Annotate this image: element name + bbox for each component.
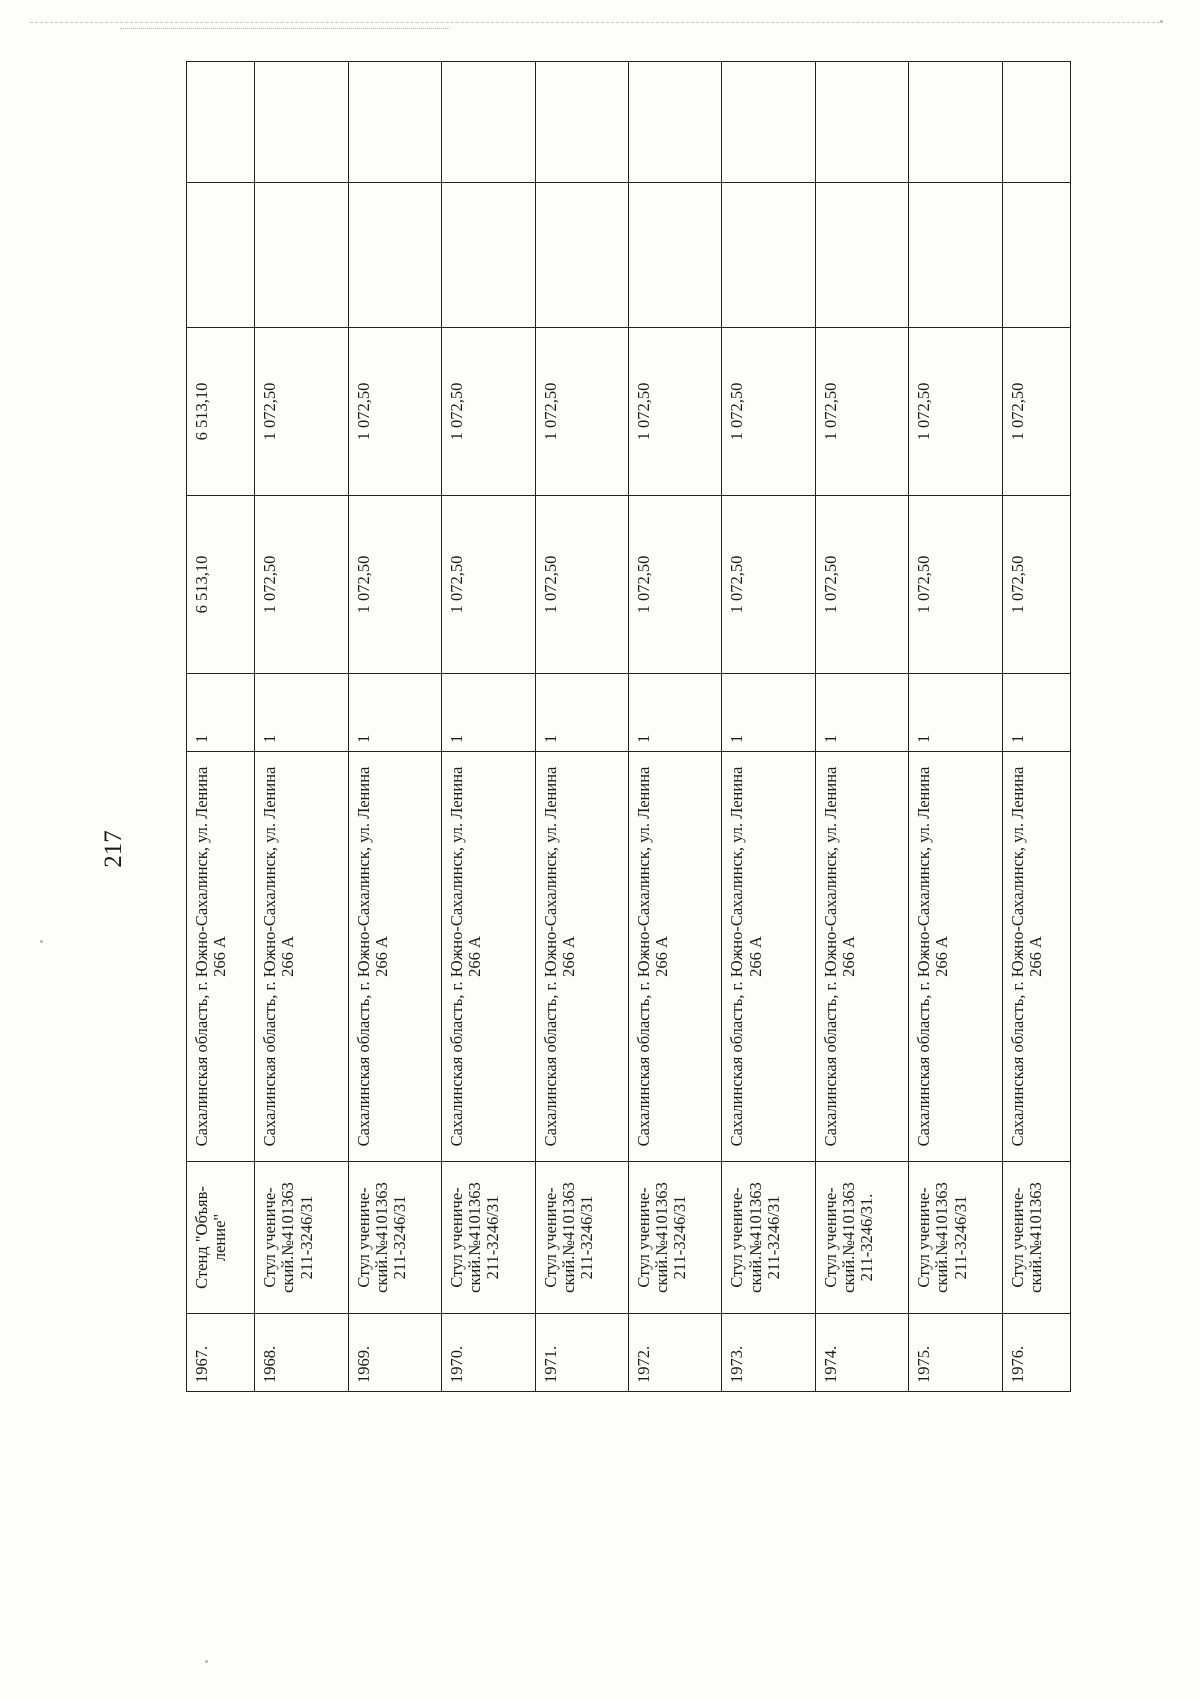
empty-cell xyxy=(1002,183,1070,328)
empty-cell xyxy=(722,62,815,183)
cost-cell: 1 072,50 xyxy=(815,496,908,674)
inventory-table xyxy=(186,61,1071,1392)
address-cell: Сахалинская область, г. Южно-Сахалинск, ул. Ленина 266 А xyxy=(815,752,908,1162)
quantity-cell: 1 xyxy=(722,674,815,752)
cost-cell: 1 072,50 xyxy=(348,496,441,674)
scan-speck xyxy=(40,940,43,943)
row-number-cell: 1967. xyxy=(187,1314,255,1392)
quantity-cell: 1 xyxy=(442,674,535,752)
row-number-cell: 1969. xyxy=(348,1314,441,1392)
table-row xyxy=(187,62,255,1392)
row-number-cell: 1974. xyxy=(815,1314,908,1392)
empty-cell xyxy=(909,183,1002,328)
empty-cell xyxy=(1002,62,1070,183)
book-value-cell: 1 072,50 xyxy=(348,328,441,496)
item-name-cell: Стул учениче-ский.№4101363 211-3246/31 xyxy=(909,1162,1002,1314)
empty-cell xyxy=(442,62,535,183)
empty-cell xyxy=(909,62,1002,183)
book-value-cell: 1 072,50 xyxy=(815,328,908,496)
book-value-cell: 1 072,50 xyxy=(909,328,1002,496)
cost-cell: 1 072,50 xyxy=(535,496,628,674)
table-row xyxy=(255,62,348,1392)
table-row xyxy=(628,62,721,1392)
row-number-cell: 1971. xyxy=(535,1314,628,1392)
table-row xyxy=(1002,62,1070,1392)
book-value-cell: 1 072,50 xyxy=(442,328,535,496)
empty-cell xyxy=(255,62,348,183)
address-cell: Сахалинская область, г. Южно-Сахалинск, ул. Ленина 266 А xyxy=(722,752,815,1162)
address-cell: Сахалинская область, г. Южно-Сахалинск, ул. Ленина 266 А xyxy=(909,752,1002,1162)
empty-cell xyxy=(535,62,628,183)
empty-cell xyxy=(628,62,721,183)
book-value-cell: 1 072,50 xyxy=(722,328,815,496)
row-number-cell: 1968. xyxy=(255,1314,348,1392)
empty-cell xyxy=(442,183,535,328)
empty-cell xyxy=(348,183,441,328)
table-row xyxy=(348,62,441,1392)
item-name-cell: Стул учениче-ский.№4101363 211-3246/31 xyxy=(535,1162,628,1314)
row-number-cell: 1970. xyxy=(442,1314,535,1392)
empty-cell xyxy=(628,183,721,328)
empty-cell xyxy=(348,62,441,183)
item-name-cell: Стул учениче-ский.№4101363 xyxy=(1002,1162,1070,1314)
table-row xyxy=(442,62,535,1392)
table-row xyxy=(535,62,628,1392)
table-row xyxy=(722,62,815,1392)
quantity-cell: 1 xyxy=(348,674,441,752)
address-cell: Сахалинская область, г. Южно-Сахалинск, ул. Ленина 266 А xyxy=(628,752,721,1162)
empty-cell xyxy=(722,183,815,328)
item-name-cell: Стул учениче-ский.№4101363 211-3246/31 xyxy=(442,1162,535,1314)
scan-artifact-line xyxy=(120,28,450,29)
empty-cell xyxy=(255,183,348,328)
address-cell: Сахалинская область, г. Южно-Сахалинск, ул. Ленина 266 А xyxy=(442,752,535,1162)
item-name-cell: Стенд "Объяв-ление" xyxy=(187,1162,255,1314)
table-row xyxy=(815,62,908,1392)
item-name-cell: Стул учениче-ский.№4101363 211-3246/31. xyxy=(815,1162,908,1314)
address-cell: Сахалинская область, г. Южно-Сахалинск, ул. Ленина 266 А xyxy=(187,752,255,1162)
empty-cell xyxy=(815,62,908,183)
row-number-cell: 1972. xyxy=(628,1314,721,1392)
book-value-cell: 1 072,50 xyxy=(255,328,348,496)
item-name-cell: Стул учениче-ский.№4101363 211-3246/31 xyxy=(255,1162,348,1314)
scan-artifact-line xyxy=(30,22,1160,23)
book-value-cell: 1 072,50 xyxy=(535,328,628,496)
item-name-cell: Стул учениче-ский.№4101363 211-3246/31 xyxy=(628,1162,721,1314)
scanned-page: 217 1967. Стенд "Объяв-ление" Сахалинская область, г. Южно-Сахалинск, ул. Ленина 266 А 1 6 513,10 6 513,10 1968. Стул учениче-ский.№4101363 211-3246/31 Сахалинская область, г. Южно-Сахалинск, ул. Ленина 266 А 1 1 072,50 1 072,50 1969. Стул учениче-ский.№4101363 211-3246/31 Сахалинская область, г. Южно-Сахалинск, ул. Ленина 266 А 1 1 072,50 1 072,50 1970. Стул учениче-ский.№4101363 211-3246/31 Сахалинская область, г. Южно-Сахалинск, ул. Ленина 266 А 1 1 072,50 1 072,50 1971. Стул учениче-ский.№4101363 211-3246/31 Сахалинская область, г. Южно-Сахалинск, ул. Ленина 266 А 1 1 072,50 1 072,50 1972. Стул учениче-ский.№4101363 211-3246/31 Сахалинская область, г. Южно-Сахалинск, ул. Ленина 266 А 1 1 072,50 1 072,50 1973. Стул учениче-ский.№4101363 211-3246/31 Сахалинская область, г. Южно-Сахалинск, ул. Ленина 266 А 1 1 072,50 1 072,50 1974. Стул учениче-ский.№4101363 211-3246/31. Сахалинская область, г. Южно-Сахалинск, ул. Ленина 266 А 1 1 072,50 1 072,50 1975. Стул учениче-ский.№4101363 211-3246/31 Сахалинская область, г. Южно-Сахалинск, ул. Ленина 266 А 1 1 072,50 1 072,50 1976. Стул учениче-ский.№4101363 Сахалинская область, г. Южно-Сахалинск, ул. Ленина 266 А 1 1 072,50 1 072,50 xyxy=(0,0,1200,1698)
book-value-cell: 6 513,10 xyxy=(187,328,255,496)
item-name-cell: Стул учениче-ский.№4101363 211-3246/31 xyxy=(722,1162,815,1314)
inventory-table-rotated xyxy=(186,62,1071,1392)
cost-cell: 1 072,50 xyxy=(442,496,535,674)
address-cell: Сахалинская область, г. Южно-Сахалинск, ул. Ленина 266 А xyxy=(1002,752,1070,1162)
quantity-cell: 1 xyxy=(909,674,1002,752)
cost-cell: 6 513,10 xyxy=(187,496,255,674)
address-cell: Сахалинская область, г. Южно-Сахалинск, ул. Ленина 266 А xyxy=(255,752,348,1162)
address-cell: Сахалинская область, г. Южно-Сахалинск, ул. Ленина 266 А xyxy=(535,752,628,1162)
address-cell: Сахалинская область, г. Южно-Сахалинск, ул. Ленина 266 А xyxy=(348,752,441,1162)
quantity-cell: 1 xyxy=(255,674,348,752)
item-name-cell: Стул учениче-ский.№4101363 211-3246/31 xyxy=(348,1162,441,1314)
row-number-cell: 1973. xyxy=(722,1314,815,1392)
quantity-cell: 1 xyxy=(628,674,721,752)
quantity-cell: 1 xyxy=(187,674,255,752)
scan-speck xyxy=(1160,20,1163,23)
cost-cell: 1 072,50 xyxy=(628,496,721,674)
quantity-cell: 1 xyxy=(535,674,628,752)
empty-cell xyxy=(187,183,255,328)
empty-cell xyxy=(815,183,908,328)
cost-cell: 1 072,50 xyxy=(722,496,815,674)
empty-cell xyxy=(187,62,255,183)
cost-cell: 1 072,50 xyxy=(1002,496,1070,674)
cost-cell: 1 072,50 xyxy=(255,496,348,674)
book-value-cell: 1 072,50 xyxy=(628,328,721,496)
book-value-cell: 1 072,50 xyxy=(1002,328,1070,496)
quantity-cell: 1 xyxy=(1002,674,1070,752)
cost-cell: 1 072,50 xyxy=(909,496,1002,674)
empty-cell xyxy=(535,183,628,328)
row-number-cell: 1975. xyxy=(909,1314,1002,1392)
table-row xyxy=(909,62,1002,1392)
scan-speck xyxy=(205,1660,208,1663)
row-number-cell: 1976. xyxy=(1002,1314,1070,1392)
quantity-cell: 1 xyxy=(815,674,908,752)
